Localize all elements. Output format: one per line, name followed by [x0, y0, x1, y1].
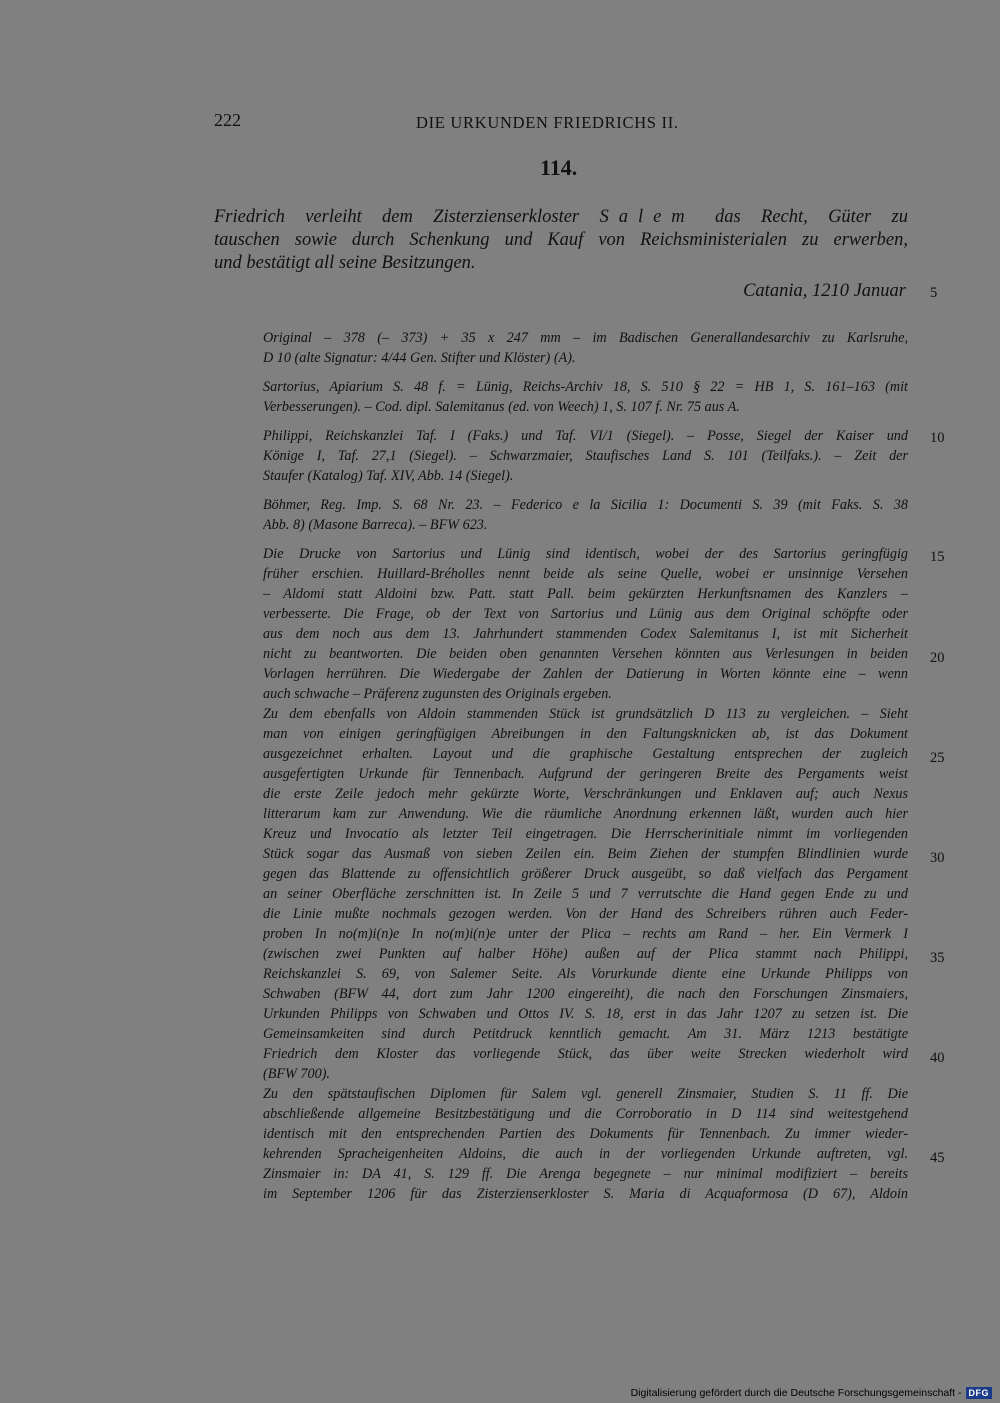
line-number: 35: [930, 950, 945, 966]
note-line: Zu dem ebenfalls von Aldoin stammenden Stück ist grundsätzlich D 113 zu vergleichen. – Sieht: [263, 706, 908, 722]
note-facsimiles: [263, 426, 908, 486]
note-line: Zinsmaier in: DA 41, S. 129 ff. Die Arenga begegnete – nur minimal modifiziert – bereits: [263, 1166, 908, 1182]
note-line: aus dem noch aus dem 13. Jahrhundert stammenden Codex Salemitanus I, ist mit Sicherheit: [263, 626, 908, 642]
line-number: 45: [930, 1150, 945, 1166]
note-line: – Aldomi statt Aldoini bzw. Patt. statt Pall. beim gekürzten Herkunftsnamen des Kanzlers –: [263, 586, 908, 602]
note-line: D 10 (alte Signatur: 4/44 Gen. Stifter und Klöster) (A).: [263, 350, 576, 366]
line-number: 15: [930, 549, 945, 565]
note-line: auch schwache – Präferenz zugunsten des Originals ergeben.: [263, 686, 612, 702]
note-line: Könige I, Taf. 27,1 (Siegel). – Schwarzmaier, Staufisches Land S. 101 (Teilfaks.). – Zeit der: [263, 448, 908, 464]
note-line: Stück sogar das Ausmaß von sieben Zeilen ein. Beim Ziehen der stumpfen Blindlinien wurde: [263, 846, 908, 862]
note-line: Sartorius, Apiarium S. 48 f. = Lünig, Reichs-Archiv 18, S. 510 § 22 = HB 1, S. 161–163 (mit: [263, 379, 908, 395]
note-line: Philippi, Reichskanzlei Taf. I (Faks.) und Taf. VI/1 (Siegel). – Posse, Siegel der Kaiser und: [263, 428, 908, 444]
note-line: gegen das Blattende zu offensichtlich größerer Druck ausgeübt, so daß vielfach das Pergament: [263, 866, 908, 882]
running-head: DIE URKUNDEN FRIEDRICHS II.: [416, 113, 679, 132]
line-number: 25: [930, 750, 945, 766]
dateline: Catania, 1210 Januar: [743, 281, 906, 301]
regest: [214, 206, 908, 275]
note-line: (BFW 700).: [263, 1066, 330, 1082]
footer-credit: [631, 1387, 992, 1399]
regest-line: Friedrich verleiht dem Zisterzienserkloster Salem das Recht, Güter zu: [214, 207, 909, 227]
note-line: kehrenden Spracheigenheiten Aldoins, die auch in der vorliegenden Urkunde auftreten, vgl.: [263, 1146, 908, 1162]
note-line: Original – 378 (– 373) + 35 x 247 mm – im Badischen Generallandesarchiv zu Karlsruhe,: [263, 330, 908, 346]
note-editions: [263, 377, 908, 417]
note-salem-diplomas: [263, 1084, 908, 1204]
note-line: ausgezeichnet erhalten. Layout und die graphische Gestaltung entsprechen der zugleich: [263, 746, 908, 762]
line-number: 10: [930, 430, 945, 446]
regest-spaced-name: Salem: [599, 207, 695, 227]
page-number: 222: [214, 110, 241, 130]
note-line: Böhmer, Reg. Imp. S. 68 Nr. 23. – Federico e la Sicilia 1: Documenti S. 39 (mit Faks. S. 38: [263, 497, 908, 513]
note-line: Kreuz und Invocatio als letzter Teil eingetragen. Die Herrscherinitiale nimmt im vorliegenden: [263, 826, 908, 842]
note-line: Vorlagen herrühren. Die Wiedergabe der Zahlen der Datierung in Worten könnte eine – wenn: [263, 666, 908, 682]
note-line: nicht zu beantworten. Die beiden oben genannten Versehen könnten aus Verlesungen in beiden: [263, 646, 908, 662]
regest-line: und bestätigt all seine Besitzungen.: [214, 253, 476, 273]
note-line: man von einigen geringfügigen Abreibungen in den Faltungsknicken ab, ist das Dokument: [263, 726, 908, 742]
note-line: litterarum kam zur Anwendung. Wie die räumliche Anordnung erkennen läßt, wurden auch hier: [263, 806, 908, 822]
note-line: verbesserte. Die Frage, ob der Text von Sartorius und Lünig aus dem Original schöpfte oder: [263, 606, 908, 622]
regest-line: tauschen sowie durch Schenkung und Kauf von Reichsministerialen zu erwerben,: [214, 230, 908, 250]
note-line: identisch mit den entsprechenden Partien des Dokuments für Tennenbach. Zu immer wieder-: [263, 1126, 908, 1142]
commentary: [263, 328, 908, 1204]
line-number: 5: [930, 285, 938, 301]
note-line: Schwaben (BFW 44, dort zum Jahr 1200 eingereiht), die nach den Forschungen Zinsmaiers,: [263, 986, 908, 1002]
note-line: abschließende allgemeine Besitzbestätigung und die Corroboratio in D 114 sind weitestgehend: [263, 1106, 908, 1122]
footer-text: Digitalisierung gefördert durch die Deutsche Forschungsgemeinschaft -: [630, 1387, 962, 1399]
note-line: Gemeinsamkeiten sind durch Petitdruck kenntlich gemacht. Am 31. März 1213 bestätigte: [263, 1026, 908, 1042]
note-line: Die Drucke von Sartorius und Lünig sind identisch, wobei der des Sartorius geringfügig: [263, 546, 908, 562]
note-line: die Linie mußte nochmals gezogen werden. Von der Hand des Schreibers rühren auch Feder-: [263, 906, 908, 922]
note-line: früher erschien. Huillard-Bréholles nennt beide als seine Quelle, wobei er unsinnige Versehen: [263, 566, 908, 582]
note-line: Reichskanzlei S. 69, von Salemer Seite. Als Vorurkunde diente eine Urkunde Philipps von: [263, 966, 908, 982]
note-line: (zwischen zwei Punkten auf halber Höhe) außen auf der Plica stammt nach Philippi,: [263, 946, 908, 962]
line-number: 40: [930, 1050, 945, 1066]
note-prints: [263, 544, 908, 704]
note-line: die erste Zeile jedoch mehr gekürzte Worte, Verschränkungen und Enklaven auf; auch Nexus: [263, 786, 908, 802]
document-number: 114.: [540, 155, 578, 180]
note-line: Urkunden Philipps von Schwaben und Ottos IV. S. 18, erst in das Jahr 1207 zu setzen ist. Die: [263, 1006, 908, 1022]
dfg-logo: DFG: [966, 1387, 993, 1399]
note-line: Verbesserungen). – Cod. dipl. Salemitanus (ed. von Weech) 1, S. 107 f. Nr. 75 aus A.: [263, 399, 740, 415]
note-regesta: [263, 495, 908, 535]
note-line: an seiner Oberfläche zerschnitten ist. In Zeile 5 und 7 verrutschte die Hand gegen Ende zu und: [263, 886, 908, 902]
note-line: Staufer (Katalog) Taf. XIV, Abb. 14 (Siegel).: [263, 468, 514, 484]
note-original: [263, 328, 908, 368]
note-description: [263, 704, 908, 1084]
line-number: 30: [930, 850, 945, 866]
note-line: im September 1206 für das Zisterzienserkloster S. Maria di Acquaformosa (D 67), Aldoin: [263, 1186, 908, 1202]
note-line: proben In no(m)i(n)e In no(m)i(n)e unter der Plica – rechts am Rand – her. Ein Vermerk I: [263, 926, 908, 942]
note-line: ausgefertigten Urkunde für Tennenbach. Aufgrund der geringeren Breite des Pergaments weist: [263, 766, 908, 782]
line-number: 20: [930, 650, 945, 666]
note-line: Zu den spätstaufischen Diplomen für Salem vgl. generell Zinsmaier, Studien S. 11 ff. Die: [263, 1086, 908, 1102]
note-line: Friedrich dem Kloster das vorliegende Stück, das über weite Strecken wiederholt wird: [263, 1046, 908, 1062]
note-line: Abb. 8) (Masone Barreca). – BFW 623.: [263, 517, 488, 533]
